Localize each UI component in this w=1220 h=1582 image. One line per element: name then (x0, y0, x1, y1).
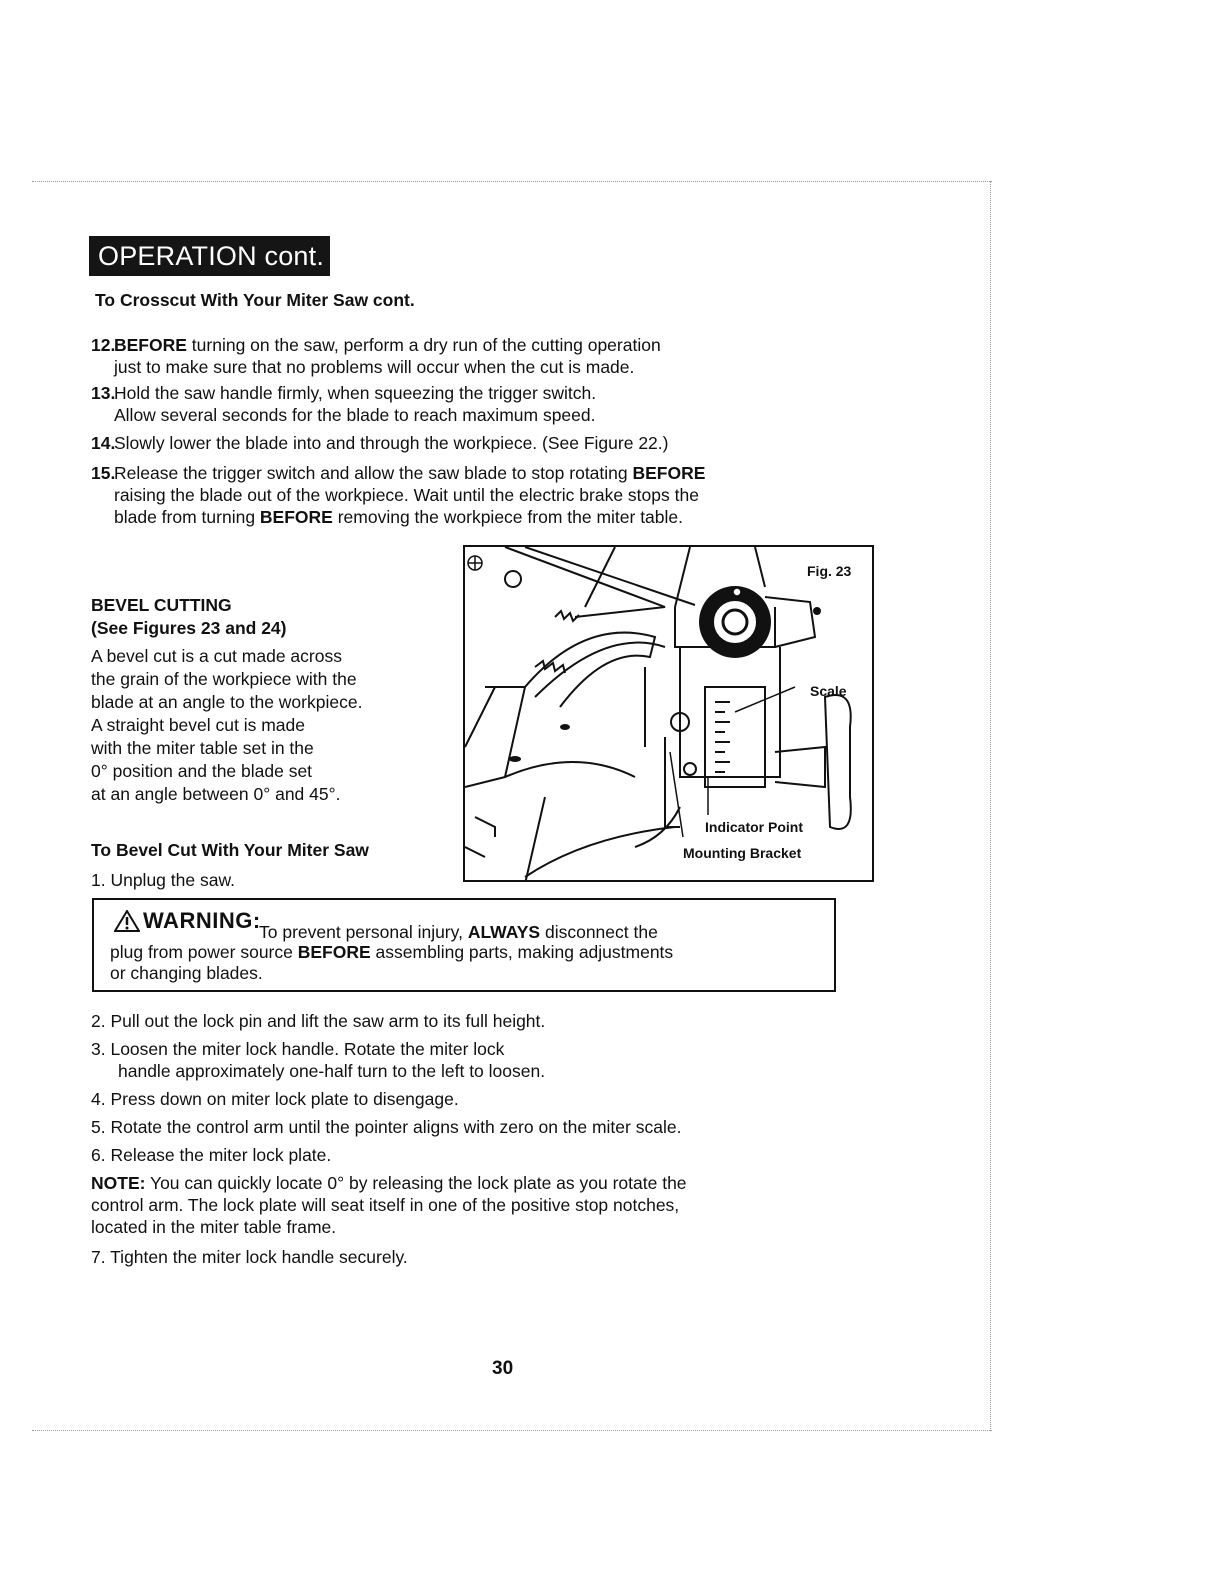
step-number: 15. (91, 463, 116, 483)
emphasis: BEFORE (297, 942, 371, 962)
scale-label: Scale (810, 683, 847, 699)
bevel-step-3: 3. Loosen the miter lock handle. Rotate the miter lock (91, 1039, 505, 1059)
note-label: NOTE: (91, 1173, 146, 1193)
para-line: blade at an angle to the workpiece. (91, 692, 363, 712)
para-line: with the miter table set in the (91, 738, 314, 758)
top-border (32, 181, 992, 182)
note (91, 1172, 687, 1238)
warning-text: plug from power source (110, 942, 298, 962)
step-text: turning on the saw, perform a dry run of the cutting operation (186, 335, 661, 355)
para-line: the grain of the workpiece with the (91, 669, 357, 689)
bevel-title: BEVEL CUTTING (91, 595, 232, 615)
right-border (990, 181, 991, 1431)
bevel-step-1: 1. Unplug the saw. (91, 870, 235, 890)
warning-text: or changing blades. (110, 963, 263, 983)
step-text: Slowly lower the blade into and through the workpiece. (See Figure 22.) (114, 433, 669, 453)
figure-23 (463, 545, 874, 882)
miter-saw-illustration (465, 547, 874, 882)
note-text: located in the miter table frame. (91, 1217, 337, 1237)
bevel-see: (See Figures 23 and 24) (91, 618, 287, 638)
note-text: You can quickly locate 0° by releasing the lock plate as you rotate the (145, 1173, 687, 1193)
emphasis: ALWAYS (467, 922, 541, 942)
warning-box (92, 898, 836, 992)
crosscut-title: To Crosscut With Your Miter Saw cont. (95, 290, 415, 310)
emphasis: BEFORE (114, 335, 187, 355)
warning-text: assembling parts, making adjustments (370, 942, 674, 962)
step-text: Hold the saw handle firmly, when squeezing the trigger switch. (114, 383, 597, 403)
para-line: A bevel cut is a cut made across (91, 646, 342, 666)
warning-triangle-icon (114, 910, 140, 932)
para-line: 0° position and the blade set (91, 761, 313, 781)
emphasis: BEFORE (259, 507, 333, 527)
bevel-step-5: 5. Rotate the control arm until the pointer aligns with zero on the miter scale. (91, 1117, 682, 1137)
bevel-step-7: 7. Tighten the miter lock handle securely. (91, 1247, 408, 1267)
bevel-heading (91, 594, 287, 640)
bevel-subtitle: To Bevel Cut With Your Miter Saw (91, 840, 369, 860)
para-line: at an angle between 0° and 45°. (91, 784, 341, 804)
emphasis: BEFORE (632, 463, 706, 483)
note-text: control arm. The lock plate will seat itself in one of the positive stop notches, (91, 1195, 680, 1215)
bevel-step-3-cont: handle approximately one-half turn to the left to loosen. (118, 1061, 546, 1081)
bevel-step-6: 6. Release the miter lock plate. (91, 1145, 332, 1165)
para-line: A straight bevel cut is made (91, 715, 305, 735)
warning-text: To prevent personal injury, (259, 922, 468, 942)
step-text: raising the blade out of the workpiece. Wait until the electric brake stops the (114, 485, 699, 505)
step-text: just to make sure that no problems will occur when the cut is made. (114, 357, 635, 377)
warning-text: disconnect the (540, 922, 658, 942)
step-text: Allow several seconds for the blade to reach maximum speed. (114, 405, 596, 425)
step-number: 12. (91, 335, 116, 355)
step-number: 13. (91, 383, 116, 403)
page-number: 30 (492, 1358, 514, 1379)
section-banner: OPERATION cont. (89, 236, 330, 276)
bevel-step-2: 2. Pull out the lock pin and lift the saw arm to its full height. (91, 1011, 546, 1031)
step-text: removing the workpiece from the miter table. (332, 507, 684, 527)
step-number: 14. (91, 433, 116, 453)
bevel-step-4: 4. Press down on miter lock plate to disengage. (91, 1089, 459, 1109)
bottom-border (32, 1430, 992, 1431)
figure-label: Fig. 23 (807, 563, 852, 579)
indicator-point-label: Indicator Point (705, 819, 803, 835)
bevel-paragraph (91, 645, 421, 806)
mounting-bracket-label: Mounting Bracket (683, 845, 802, 861)
warning-title: WARNING: (143, 908, 261, 933)
step-text: blade from turning (114, 507, 260, 527)
step-text: Release the trigger switch and allow the saw blade to stop rotating (114, 463, 633, 483)
